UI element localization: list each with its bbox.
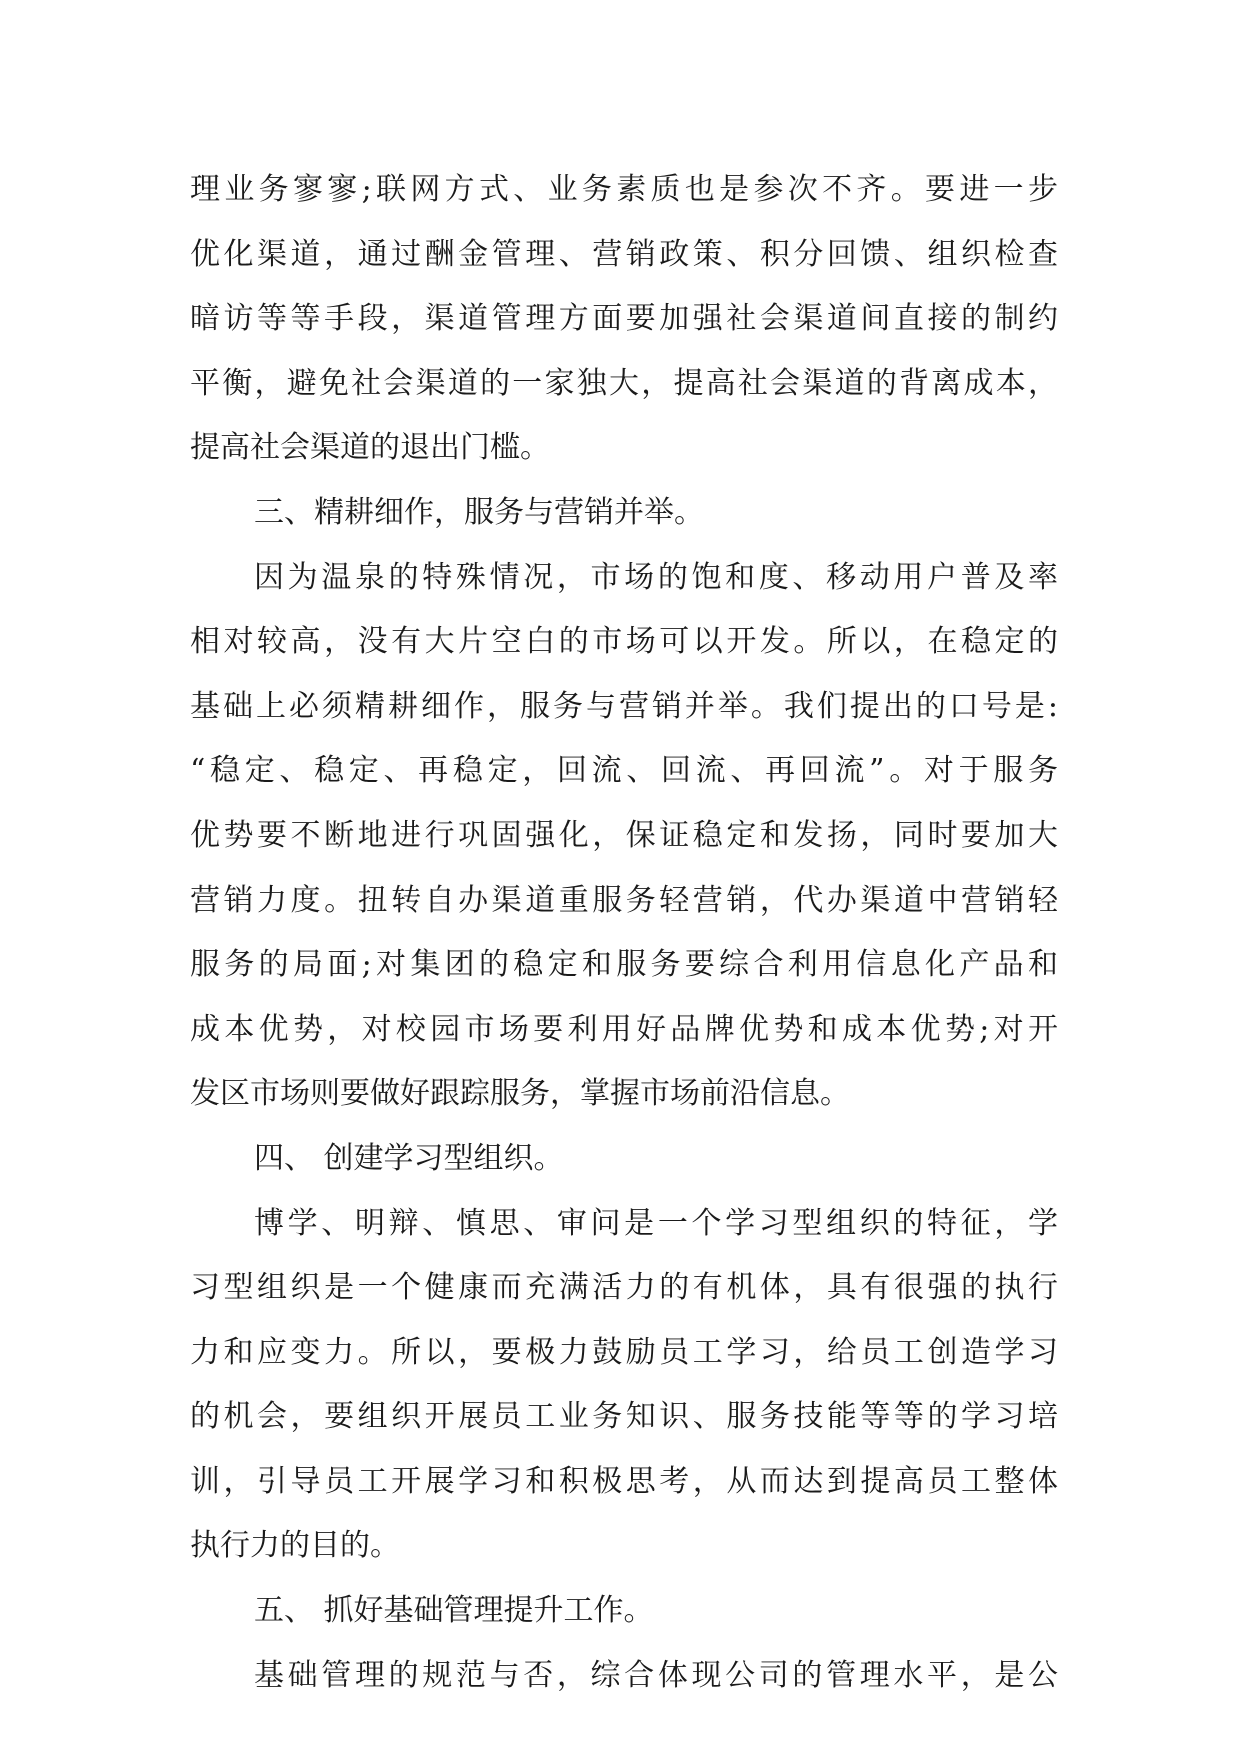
text-line: 成本优势，对校园市场要利用好品牌优势和成本优势;对开 xyxy=(190,1011,1058,1047)
text-line: 的机会，要组织开展员工业务知识、服务技能等等的学习培 xyxy=(190,1399,1058,1435)
text-line: 发区市场则要做好跟踪服务，掌握市场前沿信息。 xyxy=(190,1076,850,1112)
text-line: 执行力的目的。 xyxy=(190,1528,400,1564)
text-line: 习型组织是一个健康而充满活力的有机体，具有很强的执行 xyxy=(190,1270,1058,1306)
text-line: 五、 抓好基础管理提升工作。 xyxy=(254,1593,654,1629)
text-line: 暗访等等手段，渠道管理方面要加强社会渠道间直接的制约 xyxy=(190,301,1058,337)
text-line: 博学、明辩、慎思、审问是一个学习型组织的特征，学 xyxy=(254,1205,1058,1241)
text-line: 优化渠道，通过酬金管理、营销政策、积分回馈、组织检查 xyxy=(190,236,1058,272)
text-line: “稳定、稳定、再稳定，回流、回流、再回流”。对于服务 xyxy=(190,753,1058,789)
text-line: 三、精耕细作，服务与营销并举。 xyxy=(254,494,704,530)
text-line: 因为温泉的特殊情况，市场的饱和度、移动用户普及率 xyxy=(254,559,1058,595)
text-line: 训，引导员工开展学习和积极思考，从而达到提高员工整体 xyxy=(190,1463,1058,1499)
text-line: 四、 创建学习型组织。 xyxy=(254,1140,564,1176)
text-line: 优势要不断地进行巩固强化，保证稳定和发扬，同时要加大 xyxy=(190,817,1058,853)
document-body xyxy=(190,158,1058,1708)
text-line: 提高社会渠道的退出门槛。 xyxy=(190,430,550,466)
text-line: 基础管理的规范与否，综合体现公司的管理水平，是公 xyxy=(254,1657,1058,1693)
text-line: 力和应变力。所以，要极力鼓励员工学习，给员工创造学习 xyxy=(190,1334,1058,1370)
text-line: 理业务寥寥;联网方式、业务素质也是参次不齐。要进一步 xyxy=(190,172,1058,207)
text-line: 服务的局面;对集团的稳定和服务要综合利用信息化产品和 xyxy=(190,947,1058,983)
text-line: 营销力度。扭转自办渠道重服务轻营销，代办渠道中营销轻 xyxy=(190,882,1058,918)
text-line: 相对较高，没有大片空白的市场可以开发。所以，在稳定的 xyxy=(190,624,1058,660)
text-line: 平衡，避免社会渠道的一家独大，提高社会渠道的背离成本， xyxy=(190,365,1058,401)
text-line: 基础上必须精耕细作，服务与营销并举。我们提出的口号是: xyxy=(190,688,1058,724)
